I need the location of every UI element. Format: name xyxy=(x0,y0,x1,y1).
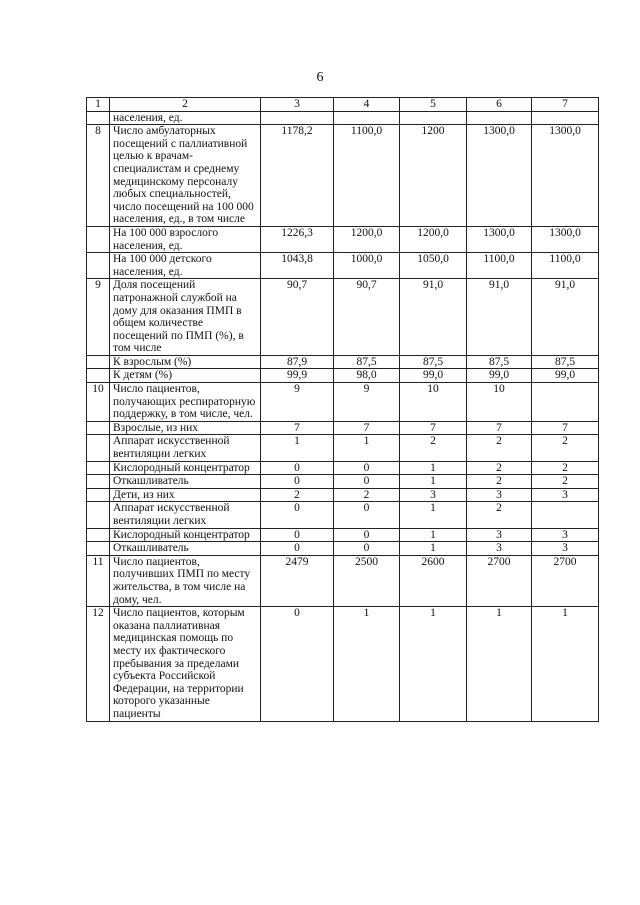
table-row xyxy=(87,488,599,502)
value-cell: 7 xyxy=(400,421,467,435)
indicator-label-cell: К взрослым (%) xyxy=(110,355,261,369)
row-number-cell xyxy=(87,226,110,252)
row-number-cell: 10 xyxy=(87,383,110,422)
value-cell: 2 xyxy=(532,435,599,461)
table-row xyxy=(87,502,599,528)
value-cell: 2 xyxy=(261,488,334,502)
value-cell: 1 xyxy=(261,435,334,461)
indicator-label-cell: На 100 000 детского населения, ед. xyxy=(110,253,261,279)
value-cell: 0 xyxy=(334,542,400,556)
value-cell: 1300,0 xyxy=(467,125,532,227)
value-cell: 10 xyxy=(467,383,532,422)
value-cell: 3 xyxy=(532,488,599,502)
value-cell: 1300,0 xyxy=(467,226,532,252)
table-row xyxy=(87,226,599,252)
value-cell: 2 xyxy=(334,488,400,502)
row-number-cell xyxy=(87,421,110,435)
indicator-label-cell: населения, ед. xyxy=(110,111,261,125)
value-cell: 0 xyxy=(334,528,400,542)
row-number-cell xyxy=(87,475,110,489)
row-number-cell: 8 xyxy=(87,125,110,227)
value-cell: 91,0 xyxy=(400,279,467,356)
header-cell: 3 xyxy=(261,98,334,112)
header-cell: 7 xyxy=(532,98,599,112)
value-cell: 1100,0 xyxy=(334,125,400,227)
value-cell: 0 xyxy=(334,475,400,489)
value-cell: 87,5 xyxy=(467,355,532,369)
value-cell: 99,0 xyxy=(400,369,467,383)
value-cell: 0 xyxy=(334,502,400,528)
table-row xyxy=(87,421,599,435)
value-cell: 99,0 xyxy=(467,369,532,383)
value-cell: 1050,0 xyxy=(400,253,467,279)
header-cell: 5 xyxy=(400,98,467,112)
indicator-label-cell: Число амбулаторных посещений с паллиативной целью к врачам-специалистам и среднему медицинскому персоналу любых специальностей, число посещений на 100 000 населения, ед., в том числе xyxy=(110,125,261,227)
table-row xyxy=(87,475,599,489)
value-cell: 99,0 xyxy=(532,369,599,383)
value-cell xyxy=(334,111,400,125)
table-row xyxy=(87,111,599,125)
table-header-row xyxy=(87,98,599,112)
value-cell: 1 xyxy=(400,542,467,556)
indicator-label-cell: Откашливатель xyxy=(110,542,261,556)
value-cell xyxy=(400,111,467,125)
value-cell: 98,0 xyxy=(334,369,400,383)
value-cell: 2 xyxy=(467,461,532,475)
value-cell xyxy=(532,502,599,528)
value-cell: 1 xyxy=(400,461,467,475)
value-cell: 1 xyxy=(334,607,400,721)
value-cell: 1 xyxy=(400,475,467,489)
row-number-cell xyxy=(87,111,110,125)
indicator-label-cell: Число пациентов, получающих респираторную поддержку, в том числе, чел. xyxy=(110,383,261,422)
table-row xyxy=(87,369,599,383)
value-cell xyxy=(532,111,599,125)
value-cell xyxy=(467,111,532,125)
table-row xyxy=(87,355,599,369)
page-number: 6 xyxy=(316,70,324,85)
value-cell: 87,5 xyxy=(532,355,599,369)
value-cell: 87,5 xyxy=(334,355,400,369)
row-number-cell: 11 xyxy=(87,555,110,606)
value-cell: 3 xyxy=(532,542,599,556)
value-cell: 2 xyxy=(467,502,532,528)
indicator-label-cell: Взрослые, из них xyxy=(110,421,261,435)
table-row xyxy=(87,279,599,356)
value-cell: 7 xyxy=(467,421,532,435)
indicator-label-cell: На 100 000 взрослого населения, ед. xyxy=(110,226,261,252)
value-cell: 2 xyxy=(467,475,532,489)
value-cell: 2 xyxy=(467,435,532,461)
value-cell: 7 xyxy=(532,421,599,435)
value-cell: 2 xyxy=(532,461,599,475)
value-cell: 2 xyxy=(400,435,467,461)
value-cell: 99,9 xyxy=(261,369,334,383)
value-cell: 1200,0 xyxy=(400,226,467,252)
value-cell: 2700 xyxy=(467,555,532,606)
table-row xyxy=(87,253,599,279)
value-cell: 91,0 xyxy=(467,279,532,356)
value-cell: 0 xyxy=(261,502,334,528)
indicator-label-cell: Дети, из них xyxy=(110,488,261,502)
value-cell: 0 xyxy=(261,542,334,556)
table-row xyxy=(87,435,599,461)
value-cell: 2600 xyxy=(400,555,467,606)
row-number-cell xyxy=(87,502,110,528)
row-number-cell xyxy=(87,435,110,461)
value-cell: 3 xyxy=(532,528,599,542)
value-cell: 90,7 xyxy=(261,279,334,356)
value-cell: 1200 xyxy=(400,125,467,227)
row-number-cell xyxy=(87,488,110,502)
indicator-label-cell: К детям (%) xyxy=(110,369,261,383)
value-cell: 1 xyxy=(400,528,467,542)
header-cell: 6 xyxy=(467,98,532,112)
row-number-cell xyxy=(87,355,110,369)
value-cell: 2479 xyxy=(261,555,334,606)
row-number-cell xyxy=(87,369,110,383)
value-cell: 2 xyxy=(532,475,599,489)
value-cell: 1043,8 xyxy=(261,253,334,279)
table-row xyxy=(87,555,599,606)
value-cell: 1200,0 xyxy=(334,226,400,252)
header-cell: 4 xyxy=(334,98,400,112)
value-cell: 3 xyxy=(400,488,467,502)
value-cell: 3 xyxy=(467,488,532,502)
value-cell: 87,5 xyxy=(400,355,467,369)
value-cell: 0 xyxy=(261,607,334,721)
row-number-cell: 12 xyxy=(87,607,110,721)
table-row xyxy=(87,542,599,556)
indicator-label-cell: Аппарат искусственной вентиляции легких xyxy=(110,502,261,528)
indicator-label-cell: Кислородный концентратор xyxy=(110,461,261,475)
value-cell: 1100,0 xyxy=(467,253,532,279)
value-cell: 0 xyxy=(261,475,334,489)
value-cell: 87,9 xyxy=(261,355,334,369)
table-row xyxy=(87,607,599,721)
value-cell: 1 xyxy=(400,607,467,721)
value-cell xyxy=(261,111,334,125)
row-number-cell xyxy=(87,528,110,542)
value-cell: 90,7 xyxy=(334,279,400,356)
indicator-label-cell: Доля посещений патронажной службой на дому для оказания ПМП в общем количестве посещений по ПМП (%), в том числе xyxy=(110,279,261,356)
table-row xyxy=(87,125,599,227)
value-cell: 2500 xyxy=(334,555,400,606)
value-cell: 1300,0 xyxy=(532,226,599,252)
value-cell: 1 xyxy=(400,502,467,528)
value-cell: 1100,0 xyxy=(532,253,599,279)
indicators-table xyxy=(86,97,599,722)
row-number-cell xyxy=(87,253,110,279)
value-cell: 7 xyxy=(334,421,400,435)
indicator-label-cell: Аппарат искусственной вентиляции легких xyxy=(110,435,261,461)
value-cell: 3 xyxy=(467,528,532,542)
row-number-cell xyxy=(87,461,110,475)
value-cell: 0 xyxy=(334,461,400,475)
indicator-label-cell: Число пациентов, получивших ПМП по месту жительства, в том числе на дому, чел. xyxy=(110,555,261,606)
value-cell: 1226,3 xyxy=(261,226,334,252)
indicator-label-cell: Откашливатель xyxy=(110,475,261,489)
value-cell: 7 xyxy=(261,421,334,435)
value-cell: 1 xyxy=(467,607,532,721)
value-cell: 0 xyxy=(261,528,334,542)
value-cell: 2700 xyxy=(532,555,599,606)
value-cell: 9 xyxy=(334,383,400,422)
value-cell: 9 xyxy=(261,383,334,422)
value-cell: 91,0 xyxy=(532,279,599,356)
value-cell xyxy=(532,383,599,422)
value-cell: 3 xyxy=(467,542,532,556)
table-body xyxy=(87,111,599,721)
header-cell: 1 xyxy=(87,98,110,112)
value-cell: 1300,0 xyxy=(532,125,599,227)
header-cell: 2 xyxy=(110,98,261,112)
row-number-cell xyxy=(87,542,110,556)
table-row xyxy=(87,383,599,422)
value-cell: 0 xyxy=(261,461,334,475)
table-row xyxy=(87,528,599,542)
row-number-cell: 9 xyxy=(87,279,110,356)
indicator-label-cell: Число пациентов, которым оказана паллиативная медицинская помощь по месту их фактического пребывания за пределами субъекта Российской Федерации, на территории которого указанные пациенты xyxy=(110,607,261,721)
value-cell: 1178,2 xyxy=(261,125,334,227)
value-cell: 1000,0 xyxy=(334,253,400,279)
value-cell: 1 xyxy=(532,607,599,721)
table-row xyxy=(87,461,599,475)
indicator-label-cell: Кислородный концентратор xyxy=(110,528,261,542)
value-cell: 10 xyxy=(400,383,467,422)
value-cell: 1 xyxy=(334,435,400,461)
